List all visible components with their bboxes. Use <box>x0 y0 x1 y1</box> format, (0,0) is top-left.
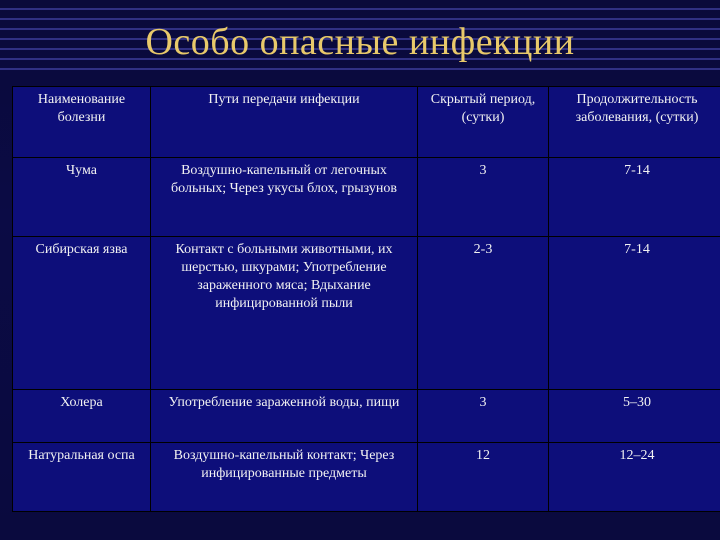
header-incubation: Скрытый период, (сутки) <box>418 87 549 158</box>
background-band <box>0 8 720 10</box>
table-row <box>13 443 720 512</box>
table-header-row <box>13 87 720 158</box>
infections-table <box>12 86 720 512</box>
cell-transmission: Воздушно-капельный контакт; Через инфицированные предметы <box>151 443 418 512</box>
table-row <box>13 158 720 237</box>
cell-incubation: 2-3 <box>418 237 549 390</box>
cell-incubation: 3 <box>418 390 549 443</box>
cell-disease-name: Холера <box>13 390 151 443</box>
slide-title: Особо опасные инфекции <box>145 21 575 63</box>
cell-incubation: 12 <box>418 443 549 512</box>
cell-disease-name: Сибирская язва <box>13 237 151 390</box>
header-duration: Продолжительность заболевания, (сутки) <box>549 87 720 158</box>
cell-disease-name: Натуральная оспа <box>13 443 151 512</box>
infections-table-container <box>12 86 709 512</box>
background-band <box>0 68 720 70</box>
cell-duration: 7-14 <box>549 237 720 390</box>
cell-duration: 5–30 <box>549 390 720 443</box>
cell-incubation: 3 <box>418 158 549 237</box>
header-disease-name: Наименование болезни <box>13 87 151 158</box>
table-row <box>13 390 720 443</box>
cell-transmission: Воздушно-капельный от легочных больных; Через укусы блох, грызунов <box>151 158 418 237</box>
table-row <box>13 237 720 390</box>
header-transmission: Пути передачи инфекции <box>151 87 418 158</box>
cell-disease-name: Чума <box>13 158 151 237</box>
cell-duration: 12–24 <box>549 443 720 512</box>
cell-duration: 7-14 <box>549 158 720 237</box>
cell-transmission: Контакт с больными животными, их шерстью, шкурами; Употребление зараженного мяса; Вдыхание инфицированной пыли <box>151 237 418 390</box>
cell-transmission: Употребление зараженной воды, пищи <box>151 390 418 443</box>
